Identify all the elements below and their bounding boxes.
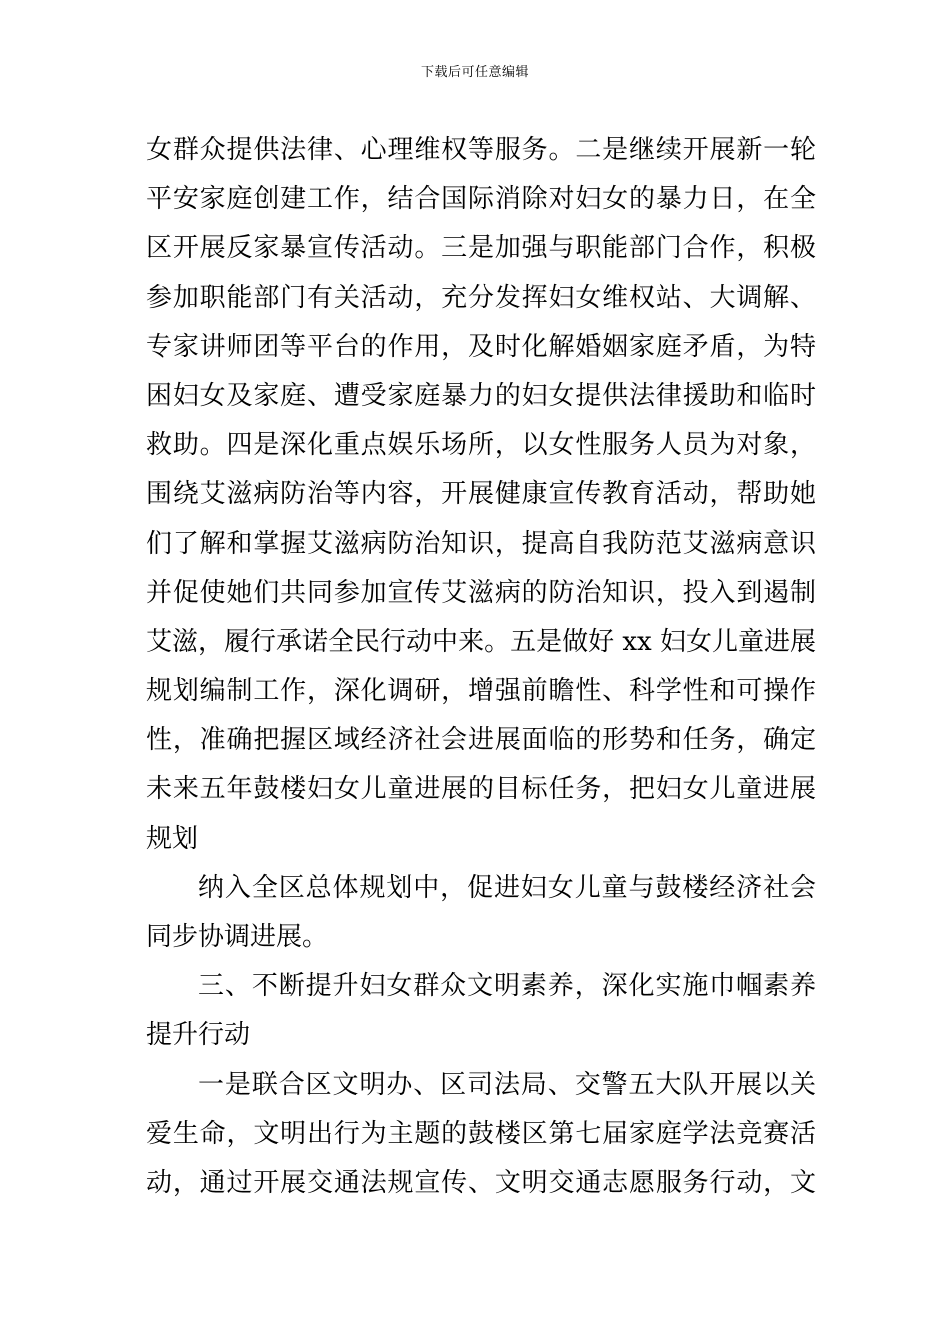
- text-line: 专家讲师团等平台的作用，及时化解婚姻家庭矛盾，为特: [146, 331, 816, 362]
- text-line: 一是联合区文明办、区司法局、交警五大队开展以关: [198, 1069, 816, 1100]
- text-line: 困妇女及家庭、遭受家庭暴力的妇女提供法律援助和临时: [146, 380, 816, 411]
- text-line: 同步协调进展。: [146, 922, 329, 952]
- text-line: 动，通过开展交通法规宣传、文明交通志愿服务行动，文: [146, 1167, 816, 1198]
- text-line: 规划编制工作，深化调研，增强前瞻性、科学性和可操作: [146, 676, 816, 707]
- text-line: 围绕艾滋病防治等内容，开展健康宣传教育活动，帮助她: [146, 479, 816, 510]
- text-line: 参加职能部门有关活动，充分发挥妇女维权站、大调解、: [146, 282, 816, 313]
- text-line: 女群众提供法律、心理维权等服务。二是继续开展新一轮: [146, 135, 816, 165]
- text-line: 性，准确把握区域经济社会进展面临的形势和任务，确定: [146, 725, 816, 756]
- page-header: 下载后可任意编辑: [420, 65, 529, 80]
- text-line: 三、不断提升妇女群众文明素养，深化实施巾帼素养: [198, 971, 816, 1002]
- text-line: 提升行动: [146, 1020, 251, 1051]
- text-line: 们了解和掌握艾滋病防治知识，提高自我防范艾滋病意识: [146, 528, 816, 559]
- text-line: 艾滋，履行承诺全民行动中来。五是做好 xx 妇女儿童进展: [146, 626, 816, 657]
- text-line: 纳入全区总体规划中，促进妇女儿童与鼓楼经济社会: [198, 872, 816, 903]
- text-line: 救助。四是深化重点娱乐场所，以女性服务人员为对象，: [146, 430, 816, 461]
- text-line: 规划: [146, 823, 199, 854]
- text-line: 并促使她们共同参加宣传艾滋病的防治知识，投入到遏制: [146, 577, 816, 608]
- text-line: 未来五年鼓楼妇女儿童进展的目标任务，把妇女儿童进展: [146, 774, 816, 805]
- text-line: 爱生命，文明出行为主题的鼓楼区第七届家庭学法竞赛活: [146, 1118, 816, 1149]
- text-line: 平安家庭创建工作，结合国际消除对妇女的暴力日，在全: [146, 184, 816, 215]
- document-body: [146, 126, 816, 1208]
- text-line: 区开展反家暴宣传活动。三是加强与职能部门合作，积极: [146, 233, 816, 264]
